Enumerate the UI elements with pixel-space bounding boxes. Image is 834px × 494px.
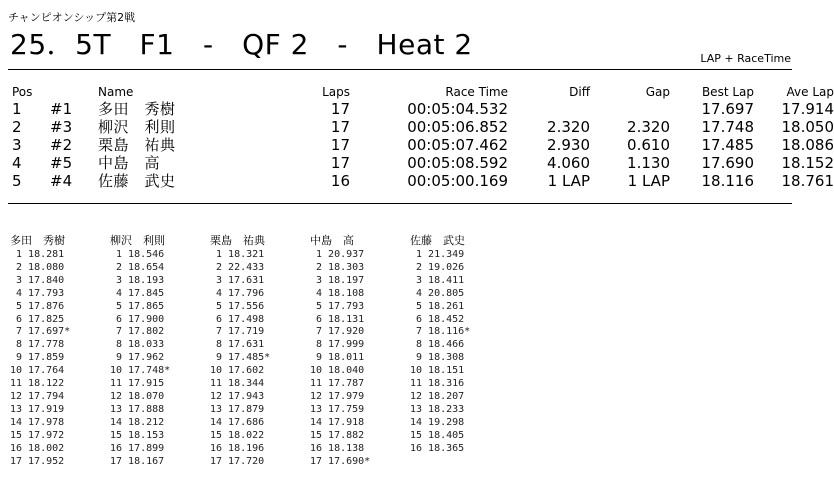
result-car-number: #2	[50, 136, 73, 154]
lap-entry: 17 18.167	[110, 455, 165, 467]
lap-entry: 17 17.720	[210, 455, 265, 467]
lap-entry: 3 17.631	[210, 274, 265, 286]
result-laps: 17	[330, 136, 350, 154]
lap-column-driver: 佐藤 武史	[410, 234, 465, 247]
lap-entry: 11 18.316	[410, 378, 465, 390]
lap-entry: 3 18.193	[110, 274, 165, 286]
lap-entry: 15 17.882	[310, 429, 365, 441]
lap-entry: 17 17.952	[10, 455, 65, 467]
result-diff: 2.930	[547, 136, 590, 154]
lap-entry: 8 17.631	[210, 339, 265, 351]
lap-entry: 10 17.748*	[110, 365, 171, 377]
lap-list	[310, 249, 410, 468]
lap-entry: 14 17.686	[210, 416, 265, 428]
lap-entry: 3 18.197	[310, 274, 365, 286]
col-best-lap: Best Lap	[701, 85, 754, 99]
col-number	[50, 84, 98, 100]
lap-column	[110, 234, 210, 468]
lap-entry: 7 17.719	[210, 326, 265, 338]
lap-entry: 7 17.802	[110, 326, 165, 338]
lap-entry: 14 19.298	[410, 416, 465, 428]
result-best-lap: 17.697	[701, 100, 754, 118]
lap-entry: 5 17.876	[10, 300, 65, 312]
lap-entry: 11 17.915	[110, 378, 165, 390]
lap-entry: 6 17.900	[110, 313, 165, 325]
lap-entry: 5 17.556	[210, 300, 265, 312]
result-driver-name: 中島 高	[98, 154, 161, 172]
col-laps: Laps	[322, 85, 350, 99]
result-laps: 17	[330, 154, 350, 172]
lap-entry: 17 17.690*	[310, 455, 371, 467]
result-driver-name: 多田 秀樹	[98, 100, 176, 118]
lap-entry: 16 18.196	[210, 442, 265, 454]
lap-entry: 11 17.787	[310, 378, 365, 390]
result-row	[12, 136, 834, 154]
lap-entry: 8 17.999	[310, 339, 365, 351]
col-gap: Gap	[645, 85, 670, 99]
result-best-lap: 17.748	[701, 118, 754, 136]
lap-entry: 1 21.349	[410, 249, 465, 260]
col-name: Name	[98, 85, 134, 99]
result-pos: 5	[12, 172, 22, 190]
lap-entry: 7 17.920	[310, 326, 365, 338]
result-pos: 4	[12, 154, 22, 172]
lap-entry: 3 18.411	[410, 274, 465, 286]
result-driver-name: 栗島 祐典	[98, 136, 176, 154]
results-divider	[8, 203, 792, 204]
lap-entry: 2 18.080	[10, 261, 65, 273]
lap-entry: 13 17.879	[210, 403, 265, 415]
result-driver-name: 柳沢 利則	[98, 118, 176, 136]
result-row	[12, 118, 834, 136]
result-pos: 3	[12, 136, 22, 154]
result-row	[12, 172, 834, 190]
lap-entry: 4 18.108	[310, 287, 365, 299]
result-row	[12, 100, 834, 118]
lap-entry: 16 18.365	[410, 442, 465, 454]
lap-entry: 13 17.759	[310, 403, 365, 415]
col-race-time: Race Time	[445, 85, 508, 99]
lap-entry: 10 18.040	[310, 365, 365, 377]
lap-list	[110, 249, 210, 468]
lap-entry: 10 18.151	[410, 365, 465, 377]
lap-entry: 10 17.764	[10, 365, 65, 377]
lap-entry: 4 20.805	[410, 287, 465, 299]
lap-entry: 1 18.281	[10, 249, 65, 260]
result-race-time: 00:05:06.852	[407, 118, 508, 136]
result-gap: 1 LAP	[627, 172, 670, 190]
result-diff: 4.060	[547, 154, 590, 172]
result-car-number: #1	[50, 100, 73, 118]
result-gap: 1.130	[627, 154, 670, 172]
result-ave-lap: 17.914	[781, 100, 834, 118]
result-pos: 2	[12, 118, 22, 136]
result-ave-lap: 18.761	[781, 172, 834, 190]
result-race-time: 00:05:00.169	[407, 172, 508, 190]
result-laps: 16	[330, 172, 350, 190]
result-car-number: #3	[50, 118, 73, 136]
result-laps: 17	[330, 118, 350, 136]
lap-entry: 15 18.405	[410, 429, 465, 441]
lap-entry: 12 17.943	[210, 390, 265, 402]
lap-column-driver: 中島 高	[310, 234, 354, 247]
lap-entry: 7 18.116*	[410, 326, 471, 338]
lap-entry: 12 17.794	[10, 390, 65, 402]
result-best-lap: 17.485	[701, 136, 754, 154]
result-ave-lap: 18.050	[781, 118, 834, 136]
results-table	[12, 84, 834, 190]
lap-entry: 14 18.212	[110, 416, 165, 428]
lap-entry: 4 17.796	[210, 287, 265, 299]
lap-entry: 12 17.979	[310, 390, 365, 402]
lap-entry: 8 17.778	[10, 339, 65, 351]
result-row	[12, 154, 834, 172]
lap-list	[10, 249, 110, 468]
lap-column	[210, 234, 310, 468]
col-diff: Diff	[569, 85, 590, 99]
lap-column-driver: 柳沢 利則	[110, 234, 165, 247]
lap-list	[410, 249, 510, 456]
lap-entry: 7 17.697*	[10, 326, 71, 338]
lap-entry: 6 17.825	[10, 313, 65, 325]
lap-entry: 2 18.303	[310, 261, 365, 273]
lap-entry: 13 18.233	[410, 403, 465, 415]
lap-entry: 5 17.793	[310, 300, 365, 312]
lap-entry: 10 17.602	[210, 365, 265, 377]
result-car-number: #4	[50, 172, 73, 190]
lap-entry: 3 17.840	[10, 274, 65, 286]
lap-entry: 9 17.485*	[210, 352, 271, 364]
lap-entry: 5 18.261	[410, 300, 465, 312]
lap-entry: 16 18.138	[310, 442, 365, 454]
lap-entry: 16 18.002	[10, 442, 65, 454]
lap-entry: 2 19.026	[410, 261, 465, 273]
lap-entry: 8 18.466	[410, 339, 465, 351]
lap-entry: 15 18.022	[210, 429, 265, 441]
lap-entry: 14 17.978	[10, 416, 65, 428]
result-best-lap: 17.690	[701, 154, 754, 172]
col-ave-lap: Ave Lap	[786, 85, 834, 99]
result-car-number: #5	[50, 154, 73, 172]
lap-entry: 6 17.498	[210, 313, 265, 325]
lap-entry: 2 22.433	[210, 261, 265, 273]
lap-entry: 13 17.888	[110, 403, 165, 415]
result-diff	[508, 100, 590, 118]
lap-entry: 6 18.452	[410, 313, 465, 325]
lap-entry: 14 17.918	[310, 416, 365, 428]
lap-entry: 15 17.972	[10, 429, 65, 441]
lap-entry: 16 17.899	[110, 442, 165, 454]
col-pos: Pos	[12, 85, 33, 99]
race-subtitle: チャンピオンシップ第2戦	[8, 11, 136, 24]
lap-entry: 2 18.654	[110, 261, 165, 273]
result-diff: 2.320	[547, 118, 590, 136]
result-race-time: 00:05:07.462	[407, 136, 508, 154]
lap-entry: 9 18.308	[410, 352, 465, 364]
result-race-time: 00:05:04.532	[407, 100, 508, 118]
result-gap	[590, 100, 670, 118]
lap-entry: 13 17.919	[10, 403, 65, 415]
lap-entry: 6 18.131	[310, 313, 365, 325]
lap-entry: 12 18.207	[410, 390, 465, 402]
result-diff: 1 LAP	[547, 172, 590, 190]
lap-entry: 11 18.344	[210, 378, 265, 390]
lap-column	[10, 234, 110, 468]
lap-entry: 12 18.070	[110, 390, 165, 402]
result-laps: 17	[330, 100, 350, 118]
results-header-row	[12, 84, 834, 100]
lap-entry: 15 18.153	[110, 429, 165, 441]
lap-entry: 5 17.865	[110, 300, 165, 312]
lap-entry: 1 18.546	[110, 249, 165, 260]
result-driver-name: 佐藤 武史	[98, 172, 176, 190]
lap-entry: 9 17.859	[10, 352, 65, 364]
result-gap: 0.610	[627, 136, 670, 154]
lap-entry: 11 18.122	[10, 378, 65, 390]
lap-entry: 9 17.962	[110, 352, 165, 364]
lap-entry: 1 20.937	[310, 249, 365, 260]
report-type-label: LAP + RaceTime	[700, 52, 791, 65]
lap-entry: 4 17.845	[110, 287, 165, 299]
lap-entry: 1 18.321	[210, 249, 265, 260]
result-best-lap: 18.116	[701, 172, 754, 190]
result-ave-lap: 18.086	[781, 136, 834, 154]
lap-entry: 4 17.793	[10, 287, 65, 299]
lap-column-driver: 栗島 祐典	[210, 234, 265, 247]
result-gap: 2.320	[627, 118, 670, 136]
lap-entry: 8 18.033	[110, 339, 165, 351]
result-pos: 1	[12, 100, 22, 118]
result-ave-lap: 18.152	[781, 154, 834, 172]
lap-column	[310, 234, 410, 468]
lap-list	[210, 249, 310, 468]
lap-column	[410, 234, 510, 456]
lap-column-driver: 多田 秀樹	[10, 234, 65, 247]
header-divider	[8, 69, 792, 70]
result-race-time: 00:05:08.592	[407, 154, 508, 172]
race-title: 25．5T F1 - QF 2 - Heat 2	[10, 28, 473, 61]
lap-entry: 9 18.011	[310, 352, 365, 364]
